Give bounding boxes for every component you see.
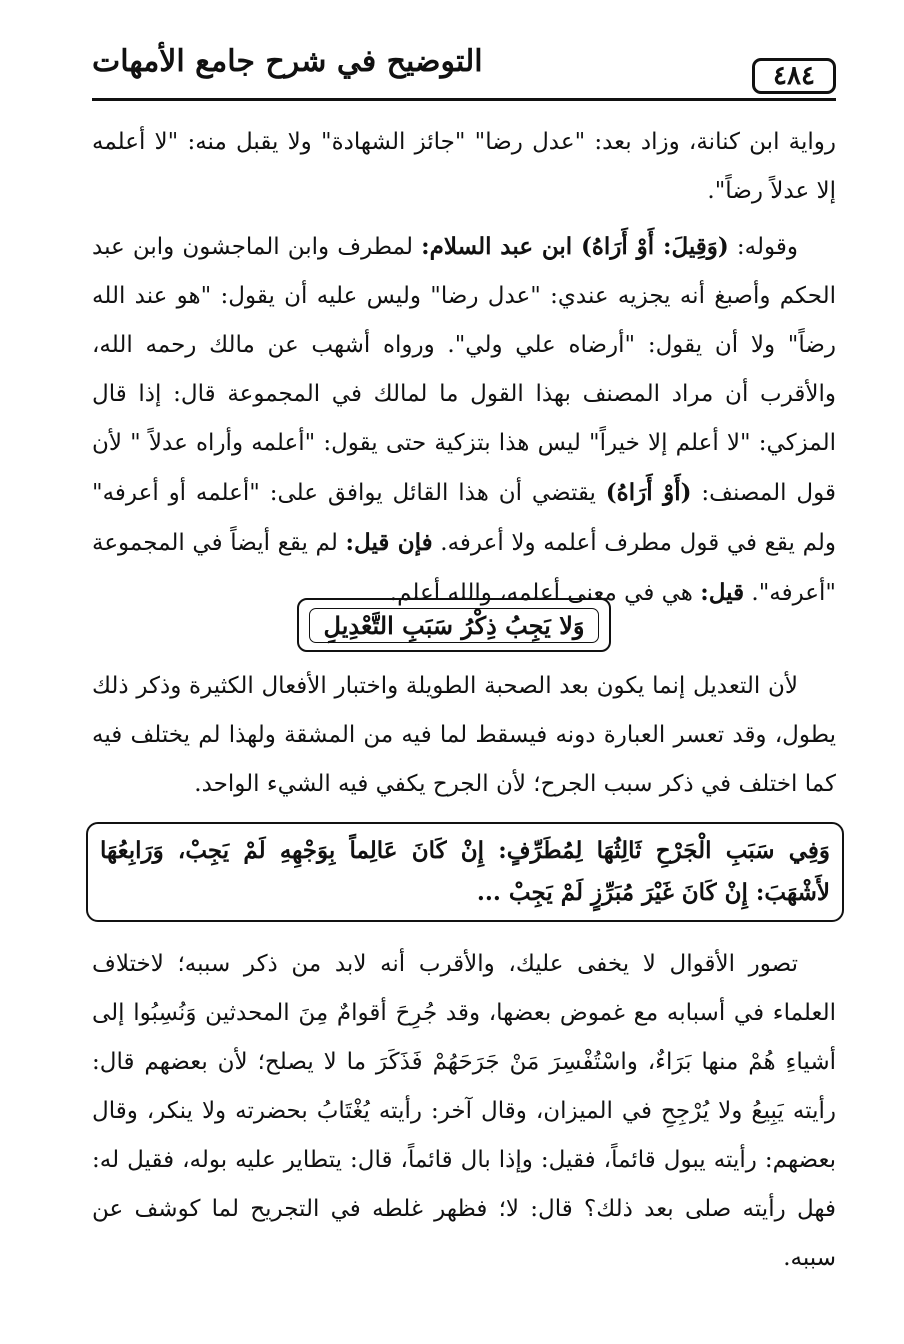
section-heading-box [297,598,611,652]
answer-marker: قيل: [700,579,745,606]
paragraph: تصور الأقوال لا يخفى عليك، والأقرب أنه لابد من ذكر سببه؛ لاختلاف العلماء في أسبابه مع غموض بعضها، وقد جُرِحَ أقوامٌ مِنَ المحدثين وَنُسِبُوا إلى أشياءِ هُمْ منها بَرَاءٌ، واسْتُفْسِرَ مَنْ جَرَحَهُمْ فَذَكَرَ ما لا يصلح؛ لأن بعضهم قال: رأيته يَبِيعُ ولا يُرْجِحِ في الميزان، وقال آخر: رأيته يُغْتَابُ بحضرته ولا ينكر، وقال بعضهم: رأيته يبول قائماً، فقيل: وإذا بال قائماً، قال: يتطاير عليه بوله، فقيل له: فهل رأيته صلى بعد ذلك؟ قال: لا؛ فظهر غلطه في التجريح لما كوشف عن سببه. [92,951,836,1271]
matn-quote: (وَقِيلَ: أَوْ أَرَاهُ) ابن عبد السلام: [421,233,729,260]
text-run: هي في معنى أعلمه، والله أعلم. [389,580,701,606]
text-run: وقوله: [728,234,798,260]
section-heading: وَلا يَجِبُ ذِكْرُ سَبَبِ التَّعْدِيلِ [309,608,600,643]
paragraph [92,222,836,618]
paragraph: رواية ابن كنانة، وزاد بعد: "عدل رضا" "جائز الشهادة" ولا يقبل منه: "لا أعلمه إلا عدلاً رضاً". [92,129,836,204]
text-run: لمطرف وابن الماجشون وابن عبد الحكم وأصبغ أنه يجزيه عندي: "عدل رضا" وليس عليه أن يقول: "هو عند الله رضاً" ولا أن يقول: "أرضاه علي ولي". ورواه أشهب عن مالك رحمه الله، والأقرب أن مراد المصنف بهذا القول ما لمالك في المجموعة قال: إذا قال المزكي: "لا أعلم إلا خيراً" ليس هذا بتزكية حتى يقول: "أعلمه وأراه عدلاً " لأن قول المصنف: [92,234,837,506]
text-run: يقتضي أن هذا القائل يوافق على: "أعلمه أو أعرفه" ولم يقع في قول مطرف أعلمه ولا أعرفه. [92,480,837,556]
running-title: التوضيح في شرح جامع الأمهات [92,44,483,79]
section-2 [92,662,836,809]
section-3 [92,940,836,1283]
section-1 [92,118,836,618]
matn-box: وَفِي سَبَبِ الْجَرْحِ ثَالِثُهَا لِمُطَرِّفٍ: إِنْ كَانَ عَالِماً بِوَجْهِهِ لَمْ يَجِبْ، وَرَابِعُهَا لأَشْهَبَ: إِنْ كَانَ غَيْرَ مُبَرِّزٍ لَمْ يَجِبْ ... [86,822,844,922]
matn-quote: (أَوْ أَرَاهُ) [605,479,692,506]
page-number: ٤٨٤ [752,58,836,94]
text-run: لم يقع أيضاً في المجموعة "أعرفه". [92,530,836,606]
question-marker: فإن قيل: [345,529,433,556]
paragraph: لأن التعديل إنما يكون بعد الصحبة الطويلة واختبار الأفعال الكثيرة وذكر ذلك يطول، وقد تعسر العبارة دونه فيسقط لما فيه من المشقة ولهذا لم يختلف فيه كما اختلف في ذكر سبب الجرح؛ لأن الجرح يكفي فيه الشيء الواحد. [92,673,837,797]
page-header [92,40,836,101]
